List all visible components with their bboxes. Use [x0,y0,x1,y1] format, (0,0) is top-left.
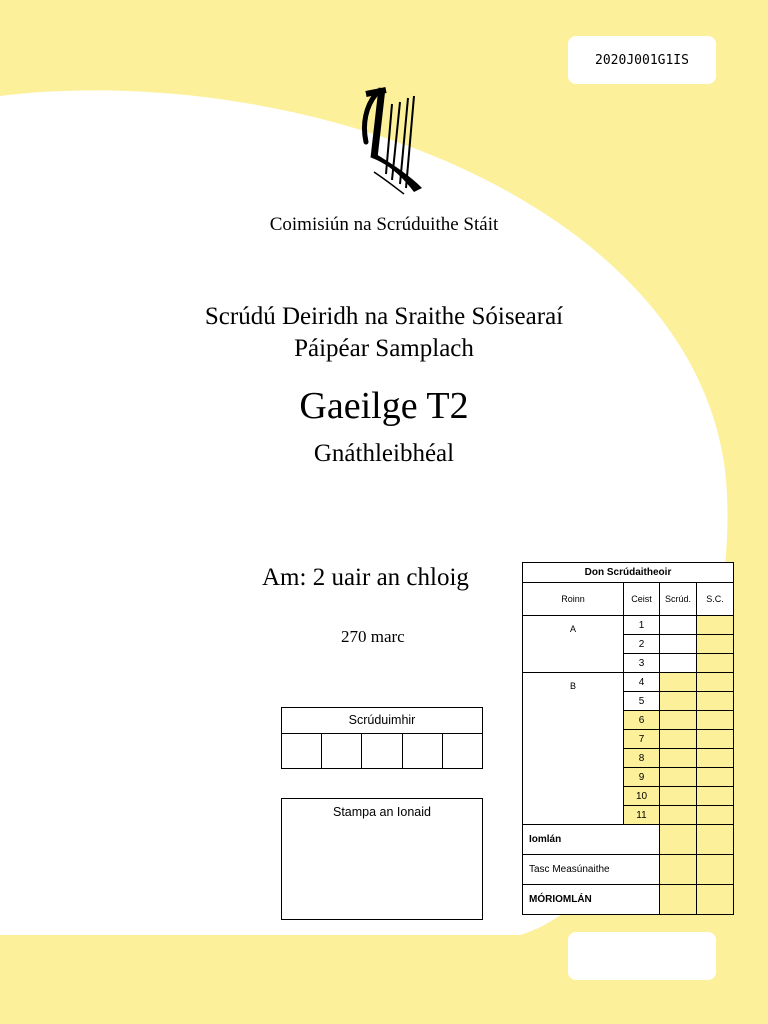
column-header: Ceist [624,583,660,616]
assessment-task-label: Tasc Measúnaithe [523,855,660,885]
examiner-mark-cell[interactable] [660,787,697,806]
exam-number-digit-field[interactable] [443,734,482,769]
exam-level: Gnáthleibhéal [313,440,455,467]
sc-mark-cell[interactable] [697,654,734,673]
column-header: Scrúd. [660,583,697,616]
total-sc-cell[interactable] [697,825,734,855]
sc-mark-cell[interactable] [697,749,734,768]
question-number: 8 [624,749,660,768]
sc-mark-cell[interactable] [697,692,734,711]
assessment-examiner-cell[interactable] [660,855,697,885]
grand-total-label: MÓRIOMLÁN [523,885,660,915]
examiner-mark-cell[interactable] [660,654,697,673]
examiner-mark-cell[interactable] [660,806,697,825]
exam-number-digit-field[interactable] [282,734,322,769]
exam-number-label: Scrúduimhir [282,708,482,734]
examiner-mark-cell[interactable] [660,635,697,654]
question-number: 3 [624,654,660,673]
paper-code: 2020J001G1IS [595,52,689,68]
harp-logo-icon [352,84,426,196]
centre-stamp-box[interactable] [281,798,483,920]
question-number: 9 [624,768,660,787]
examiner-table-title: Don Scrúdaitheoir [523,563,734,583]
exam-number-digit-field[interactable] [403,734,443,769]
column-header: Roinn [523,583,624,616]
sc-mark-cell[interactable] [697,711,734,730]
examiner-mark-cell[interactable] [660,673,697,692]
commission-name: Coimisiún na Scrúduithe Stáit [269,214,499,235]
subject-title: Gaeilge T2 [299,385,469,427]
examiner-mark-cell[interactable] [660,768,697,787]
paper-code-box [568,36,716,84]
grand-total-sc-cell[interactable] [697,885,734,915]
sc-mark-cell[interactable] [697,635,734,654]
centre-stamp-label: Stampa an Ionaid [333,805,431,819]
total-label: Iomlán [523,825,660,855]
sc-mark-cell[interactable] [697,806,734,825]
question-number: 7 [624,730,660,749]
exam-number-box [281,707,483,769]
question-number: 5 [624,692,660,711]
question-number: 11 [624,806,660,825]
total-examiner-cell[interactable] [660,825,697,855]
section-label: A [523,616,624,673]
sc-mark-cell[interactable] [697,768,734,787]
sc-mark-cell[interactable] [697,673,734,692]
sc-mark-cell[interactable] [697,787,734,806]
sc-mark-cell[interactable] [697,616,734,635]
question-number: 6 [624,711,660,730]
question-number: 1 [624,616,660,635]
exam-title: Scrúdú Deiridh na Sraithe Sóisearaí [204,303,564,330]
column-header: S.C. [697,583,734,616]
grand-total-examiner-cell[interactable] [660,885,697,915]
examiner-mark-cell[interactable] [660,616,697,635]
sc-mark-cell[interactable] [697,730,734,749]
exam-marks: 270 marc [341,627,405,646]
exam-time: Am: 2 uair an chloig [262,564,469,591]
assessment-sc-cell[interactable] [697,855,734,885]
examiner-mark-cell[interactable] [660,711,697,730]
examiner-mark-cell[interactable] [660,692,697,711]
exam-number-digit-field[interactable] [362,734,402,769]
question-number: 10 [624,787,660,806]
exam-number-digit-field[interactable] [322,734,362,769]
section-label: B [523,673,624,825]
question-number: 2 [624,635,660,654]
examiner-marks-table [522,562,734,915]
question-number: 4 [624,673,660,692]
examiner-mark-cell[interactable] [660,749,697,768]
examiner-mark-cell[interactable] [660,730,697,749]
bottom-label-box [568,932,716,980]
paper-type: Páipéar Samplach [294,335,474,362]
